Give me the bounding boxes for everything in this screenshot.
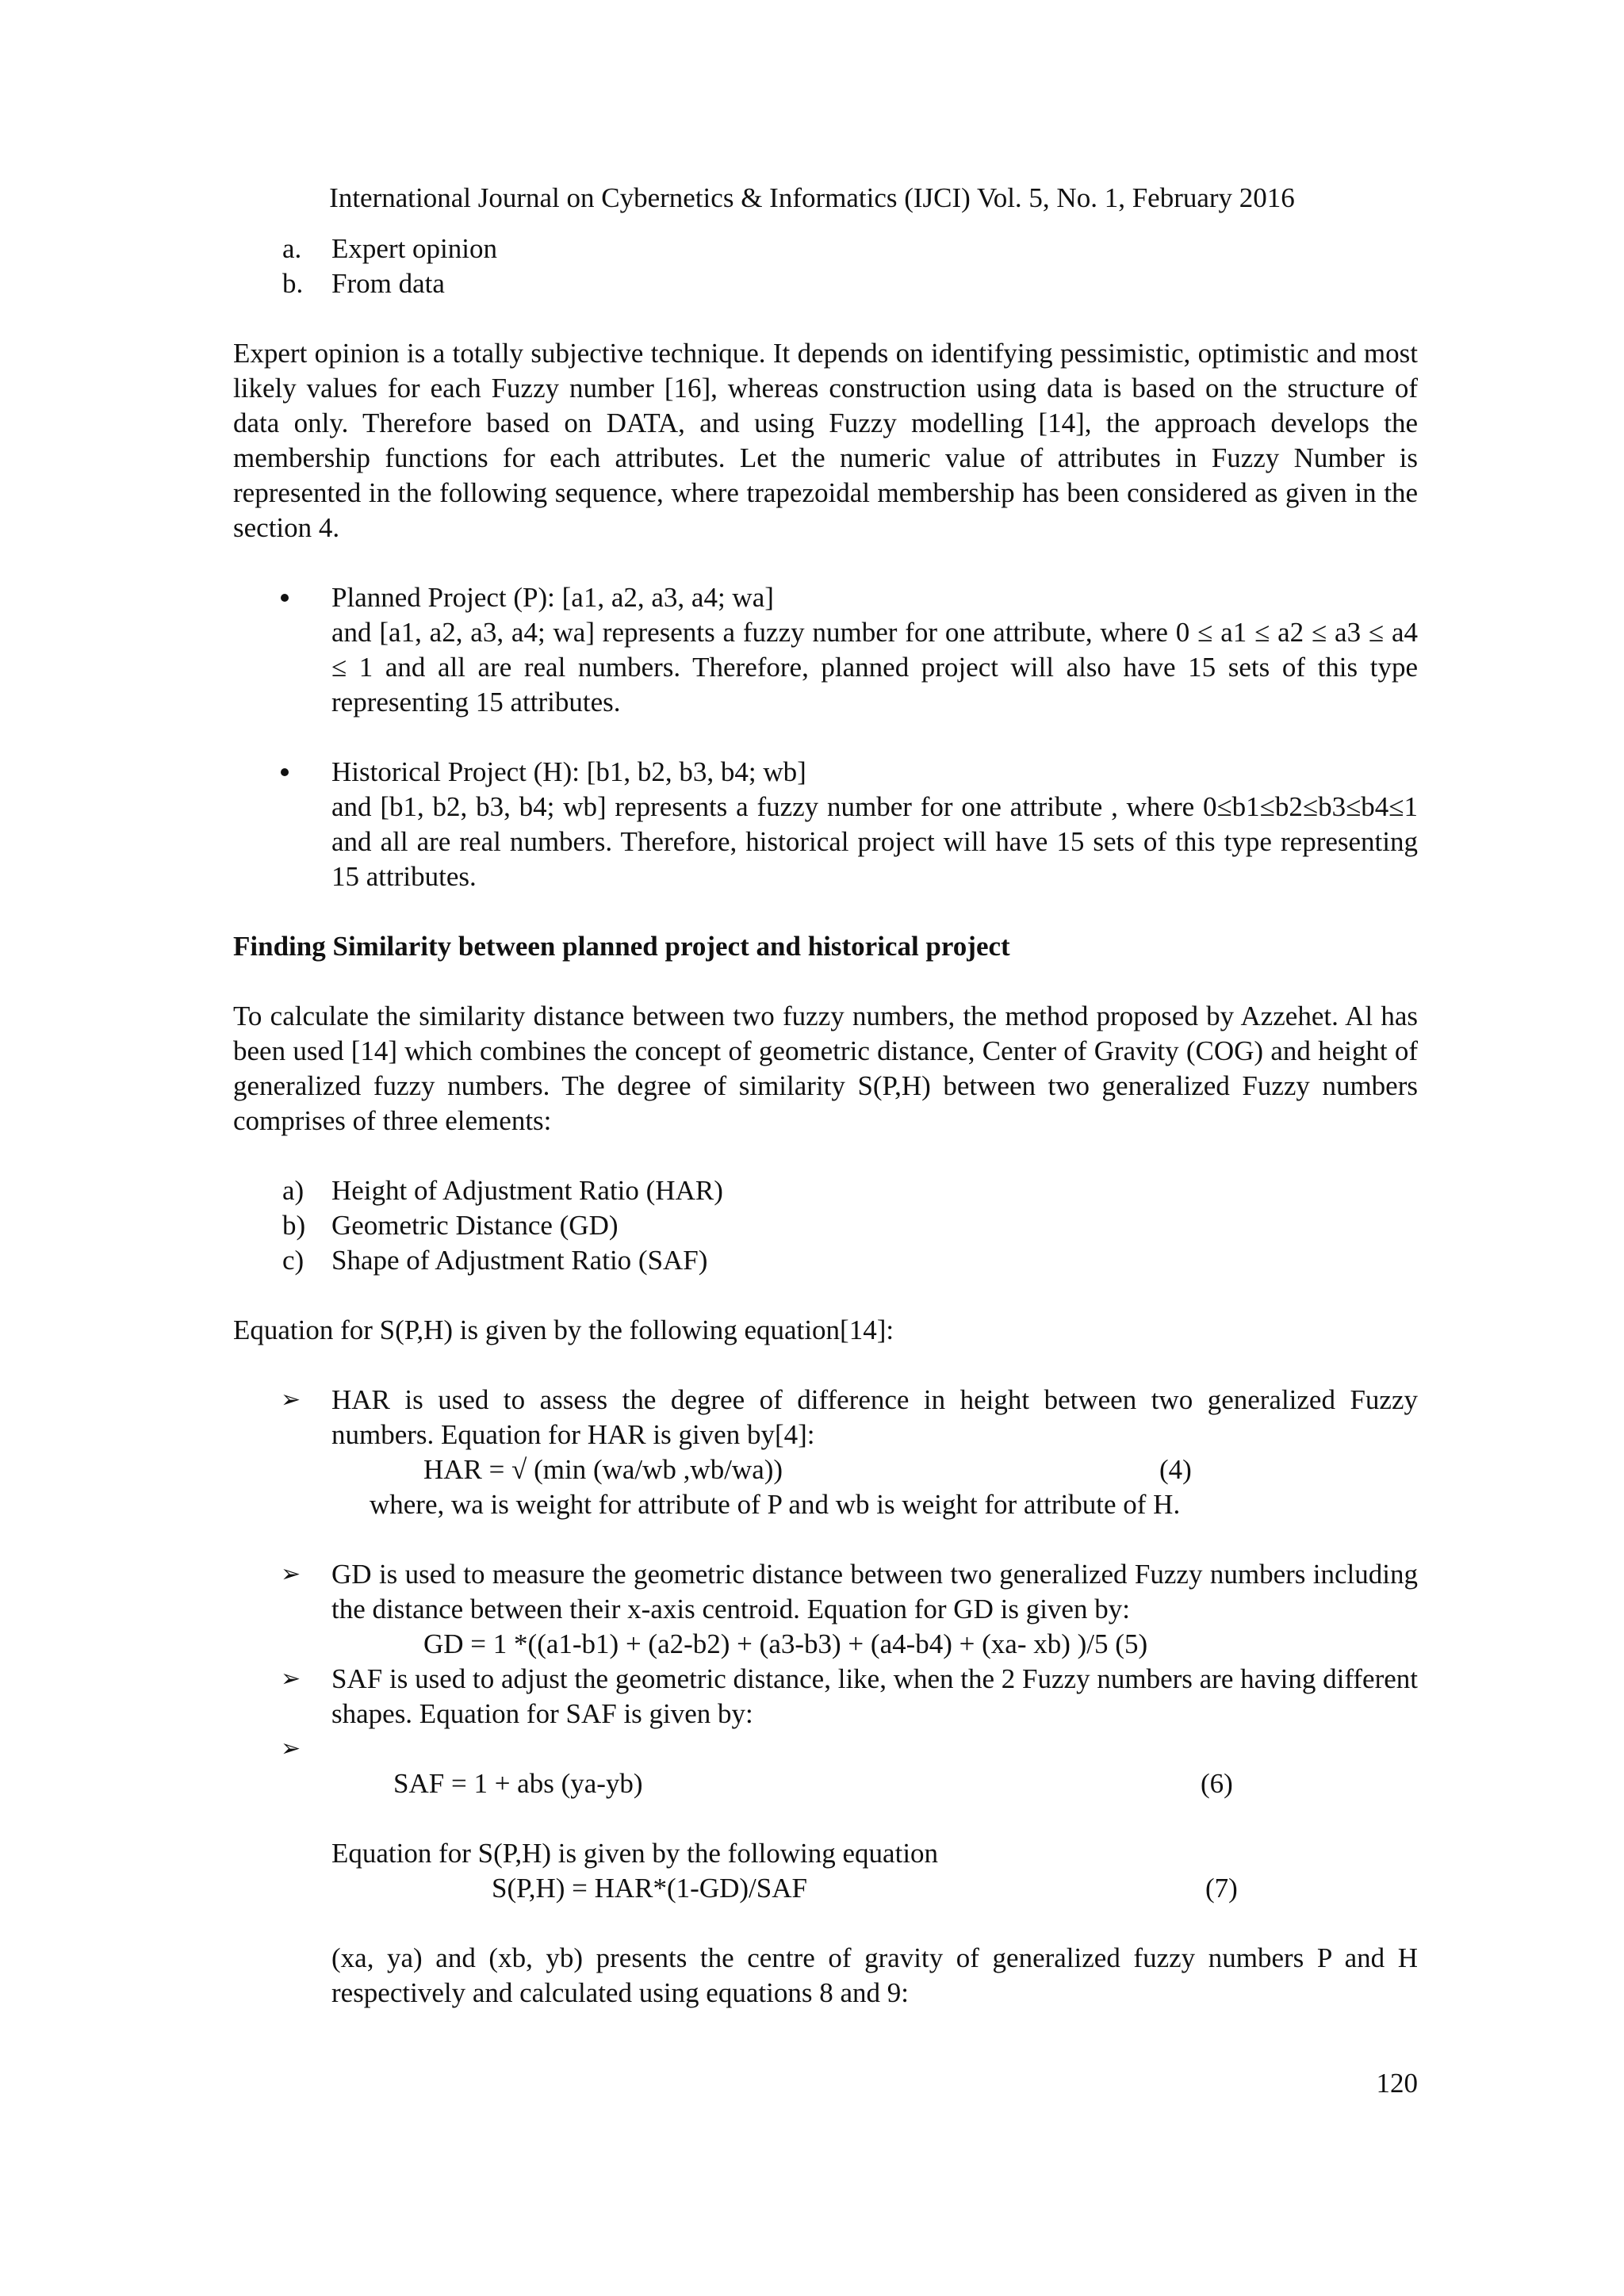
list-item: [233, 1208, 1418, 1243]
bullet-title: Planned Project (P): [a1, a2, a3, a4; wa]: [331, 582, 774, 613]
list-marker: c): [282, 1245, 304, 1276]
list-marker: a.: [282, 233, 302, 264]
bullet-body: and [a1, a2, a3, a4; wa] represents a fuzzy number for one attribute, where 0 ≤ a1 ≤ a2 ≤ a3 ≤ a4 ≤ 1 and all are real numbers. Therefore, planned project will also have 15 sets of this type representing 15 attributes.: [331, 617, 1418, 718]
running-header: International Journal on Cybernetics & Informatics (IJCI) Vol. 5, No. 1, February 2016: [329, 182, 1295, 213]
bullet-body: and [b1, b2, b3, b4; wb] represents a fuzzy number for one attribute , where 0≤b1≤b2≤b3≤b4≤1 and all are real numbers. Therefore, historical project will have 15 sets of this type representing 15 attributes.: [331, 791, 1418, 892]
paragraph-membership: Expert opinion is a totally subjective technique. It depends on identifying pessimistic, optimistic and most likely values for each Fuzzy number [16], whereas construction using data is based on the structure of data only. Therefore based on DATA, and using Fuzzy modelling [14], the approach develops the membership functions for each attributes. Let the numeric value of attributes in Fuzzy Number is represented in the following sequence, where trapezoidal membership has been considered as given in the section 4.: [233, 338, 1418, 543]
list-marker: b): [282, 1210, 306, 1241]
elements-list: [233, 1173, 1418, 1278]
sph-equation: S(P,H) = HAR*(1-GD)/SAF: [492, 1873, 807, 1904]
equation-number: (4): [1159, 1454, 1192, 1485]
saf-item: [233, 1662, 1418, 1732]
list-item: [233, 1243, 1418, 1278]
gd-equation: GD = 1 *((a1-b1) + (a2-b2) + (a3-b3) + (a4-b4) + (xa- xb) )/5 (5): [423, 1628, 1148, 1659]
list-text: Height of Adjustment Ratio (HAR): [331, 1175, 723, 1206]
sph-equation-row: [233, 1871, 1418, 1906]
arrow-bullet-icon: ➢: [281, 1665, 301, 1693]
list-text: Shape of Adjustment Ratio (SAF): [331, 1245, 708, 1276]
construction-list: [233, 232, 1418, 301]
bullet-historical-project: [233, 755, 1418, 894]
list-marker: a): [282, 1175, 304, 1206]
equation-number: (7): [1205, 1873, 1238, 1904]
saf-equation: SAF = 1 + abs (ya-yb): [393, 1768, 643, 1799]
page-number: 120: [1376, 2068, 1418, 2099]
bullet-dot-icon: [281, 594, 289, 602]
har-where: where, wa is weight for attribute of P and wb is weight for attribute of H.: [370, 1489, 1181, 1520]
list-text: From data: [331, 268, 445, 299]
list-item: [233, 266, 1418, 301]
bullet-planned-project: [233, 580, 1418, 720]
gd-item: [233, 1557, 1418, 1662]
saf-description: SAF is used to adjust the geometric distance, like, when the 2 Fuzzy numbers are having different shapes. Equation for SAF is given by:: [331, 1663, 1418, 1729]
har-description: HAR is used to assess the degree of difference in height between two generalized Fuzzy numbers. Equation for HAR is given by[4]:: [331, 1384, 1418, 1450]
list-marker: b.: [282, 268, 304, 299]
har-equation: HAR = √ (min (wa/wb ,wb/wa)): [423, 1454, 783, 1485]
arrow-bullet-icon: ➢: [281, 1560, 301, 1588]
gd-equation-row: [331, 1627, 1418, 1662]
sph-description: Equation for S(P,H) is given by the following equation: [331, 1838, 939, 1869]
list-text: Expert opinion: [331, 233, 497, 264]
saf-equation-row: [233, 1766, 1418, 1801]
list-item: [233, 1173, 1418, 1208]
paragraph-equation-intro: Equation for S(P,H) is given by the following equation[14]:: [233, 1314, 894, 1345]
bullet-title: Historical Project (H): [b1, b2, b3, b4; wb]: [331, 756, 806, 787]
arrow-bullet-icon: ➢: [281, 1735, 301, 1762]
equation-number: (6): [1201, 1768, 1233, 1799]
paragraph-similarity: To calculate the similarity distance between two fuzzy numbers, the method proposed by Azzehet. Al has been used [14] which combines the concept of geometric distance, Center of Gravity (COG) and height of generalized fuzzy numbers. The degree of similarity S(P,H) between two generalized Fuzzy numbers comprises of three elements:: [233, 1001, 1418, 1136]
section-heading: Finding Similarity between planned project and historical project: [233, 931, 1010, 962]
gd-description: GD is used to measure the geometric distance between two generalized Fuzzy numbers including the distance between their x-axis centroid. Equation for GD is given by:: [331, 1559, 1418, 1624]
har-item: [233, 1383, 1418, 1522]
list-text: Geometric Distance (GD): [331, 1210, 619, 1241]
list-item: [233, 232, 1418, 266]
page-body: [233, 232, 1418, 2011]
empty-arrow-item: [233, 1732, 1418, 1766]
har-equation-row: [331, 1452, 1418, 1487]
paragraph-centre-of-gravity: (xa, ya) and (xb, yb) presents the centre of gravity of generalized fuzzy numbers P and H respectively and calculated using equations 8 and 9:: [331, 1942, 1418, 2008]
bullet-dot-icon: [281, 768, 289, 776]
arrow-bullet-icon: ➢: [281, 1386, 301, 1414]
